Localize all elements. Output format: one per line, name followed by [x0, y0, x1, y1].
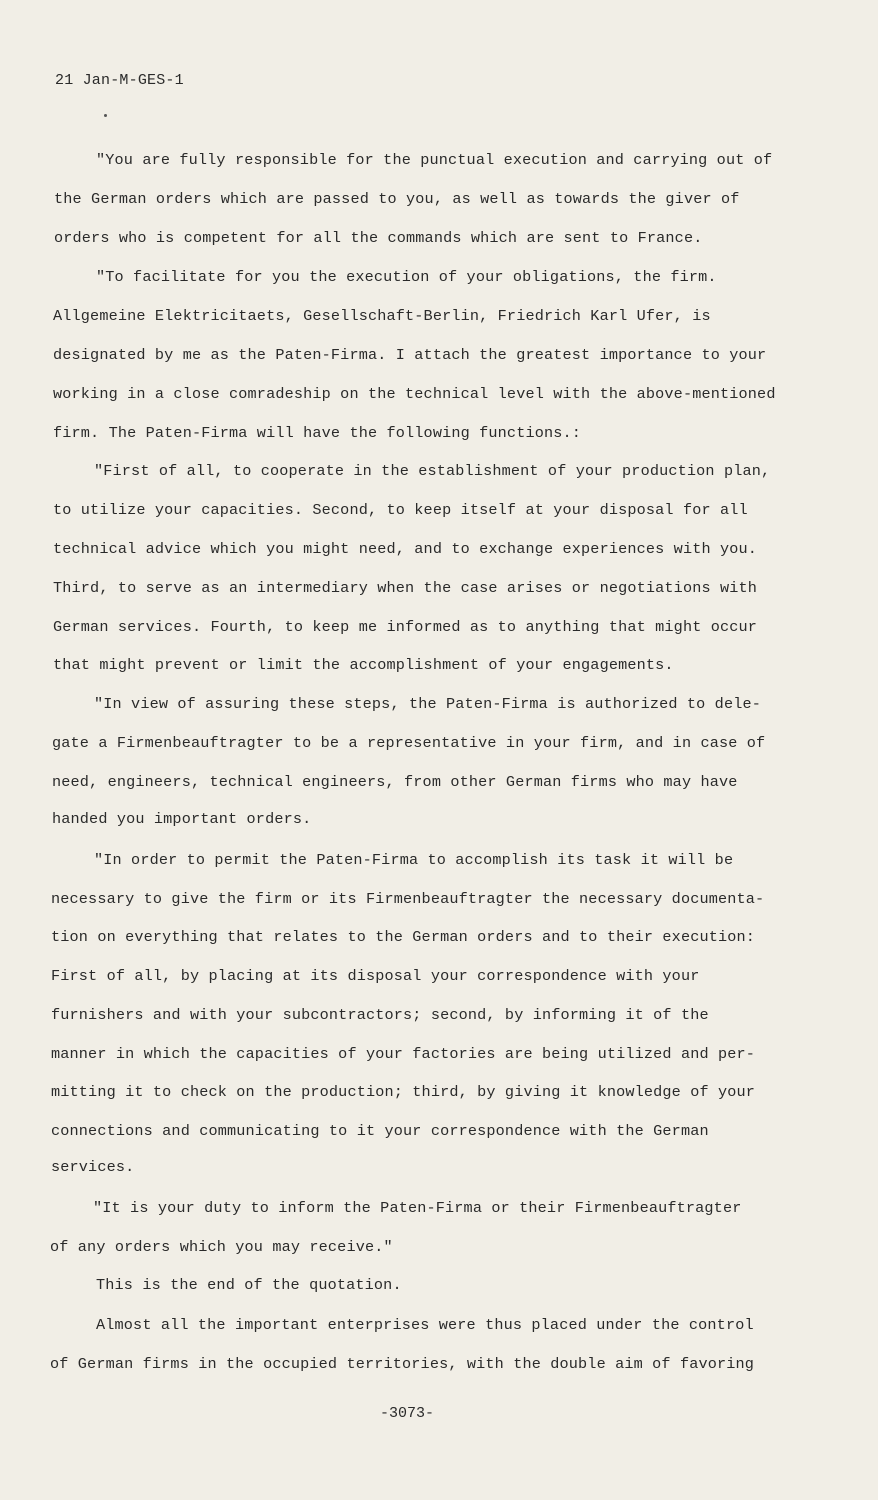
text-line: of German firms in the occupied territories, with the double aim of favoring [50, 1355, 755, 1373]
text-line: "First of all, to cooperate in the establishment of your production plan, [94, 462, 771, 480]
text-line: tion on everything that relates to the German orders and to their execution: [51, 928, 756, 946]
text-line: firm. The Paten-Firma will have the following functions.: [53, 424, 582, 442]
document-header: 21 Jan-M-GES-1 [55, 72, 184, 89]
text-line: Third, to serve as an intermediary when the case arises or negotiations with [53, 579, 758, 597]
text-line: furnishers and with your subcontractors; second, by informing it of the [51, 1006, 709, 1024]
text-line: "In view of assuring these steps, the Paten-Firma is authorized to dele- [94, 695, 762, 713]
text-line: "It is your duty to inform the Paten-Firma or their Firmenbeauftragter [93, 1199, 742, 1217]
text-line: of any orders which you may receive." [50, 1238, 393, 1256]
text-line: orders who is competent for all the commands which are sent to France. [54, 229, 703, 247]
text-line: that might prevent or limit the accomplishment of your engagements. [53, 656, 674, 674]
text-line: "In order to permit the Paten-Firma to accomplish its task it will be [94, 851, 734, 869]
text-line: handed you important orders. [52, 810, 312, 828]
text-line: gate a Firmenbeauftragter to be a representative in your firm, and in case of [52, 734, 766, 752]
text-line: services. [51, 1158, 135, 1176]
text-line: designated by me as the Paten-Firma. I attach the greatest importance to your [53, 346, 767, 364]
text-line: technical advice which you might need, and to exchange experiences with you. [53, 540, 758, 558]
text-line: manner in which the capacities of your factories are being utilized and per- [51, 1045, 756, 1063]
text-line: "You are fully responsible for the punctual execution and carrying out of [96, 151, 773, 169]
text-line: to utilize your capacities. Second, to keep itself at your disposal for all [53, 501, 748, 519]
text-line: German services. Fourth, to keep me informed as to anything that might occur [53, 618, 758, 636]
text-line: need, engineers, technical engineers, from other German firms who may have [52, 773, 738, 791]
text-line: connections and communicating to it your correspondence with the German [51, 1122, 709, 1140]
text-line: the German orders which are passed to you, as well as towards the giver of [54, 190, 740, 208]
text-line: Almost all the important enterprises were thus placed under the control [96, 1316, 754, 1334]
text-line: Allgemeine Elektricitaets, Gesellschaft-Berlin, Friedrich Karl Ufer, is [53, 307, 711, 325]
text-line: This is the end of the quotation. [96, 1276, 402, 1294]
ink-speck [104, 114, 107, 117]
text-line: necessary to give the firm or its Firmenbeauftragter the necessary documenta- [51, 890, 765, 908]
page-number: -3073- [380, 1405, 435, 1422]
text-line: First of all, by placing at its disposal your correspondence with your [51, 967, 700, 985]
text-line: "To facilitate for you the execution of your obligations, the firm. [96, 268, 717, 286]
text-line: mitting it to check on the production; third, by giving it knowledge of your [51, 1083, 756, 1101]
text-line: working in a close comradeship on the technical level with the above-mentioned [53, 385, 776, 403]
